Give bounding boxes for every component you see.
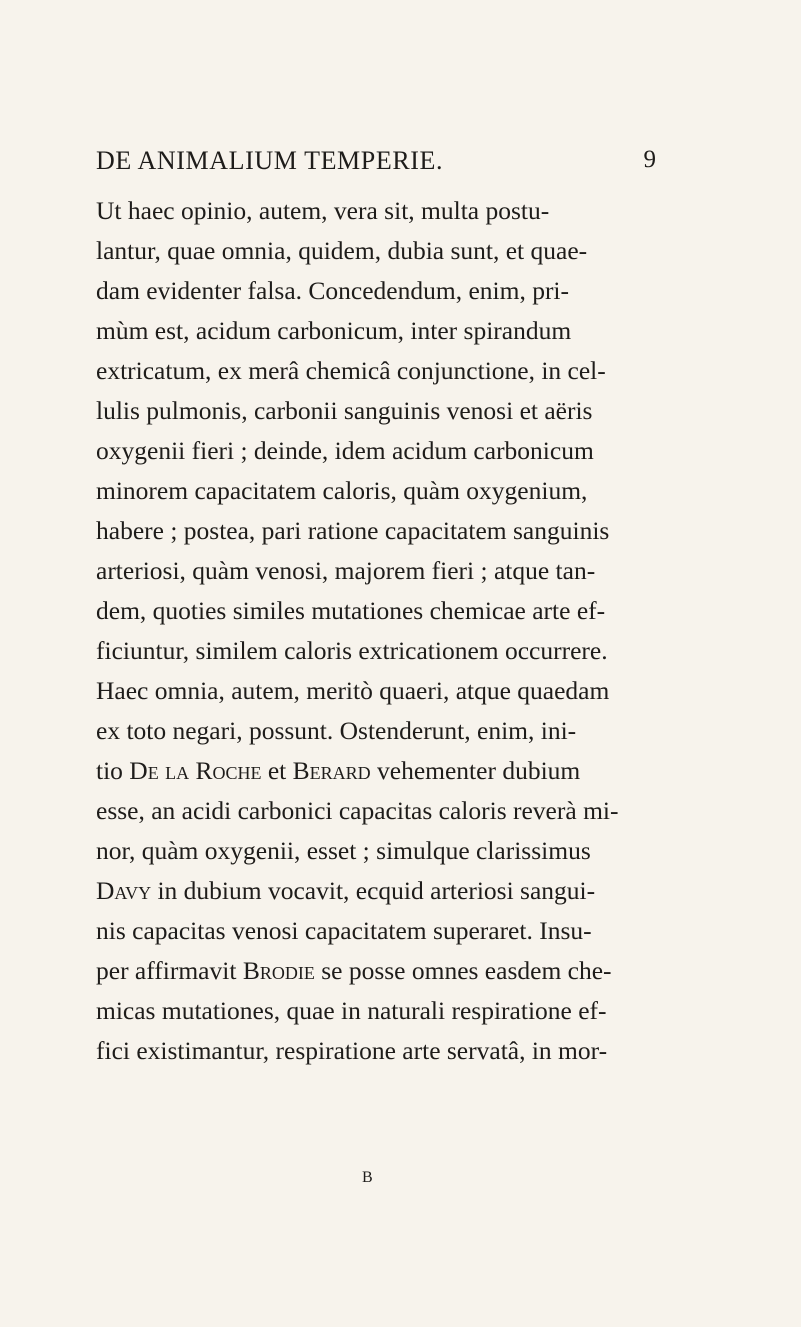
text-line: nor, quàm oxygenii, esset ; simulque clarissimus bbox=[96, 836, 591, 865]
text-line: Ut haec opinio, autem, vera sit, multa postu- bbox=[96, 196, 550, 225]
text-line: oxygenii fieri ; deinde, idem acidum carbonicum bbox=[96, 436, 594, 465]
text-line: dam evidenter falsa. Concedendum, enim, pri- bbox=[96, 276, 570, 305]
line-fragment: se posse omnes easdem che- bbox=[314, 956, 612, 985]
text-line: extricatum, ex merâ chemicâ conjunctione, in cel- bbox=[96, 356, 606, 385]
text-line bbox=[96, 871, 676, 911]
page-number: 9 bbox=[643, 146, 656, 173]
author-name: De la Roche bbox=[129, 756, 262, 785]
text-line: arteriosi, quàm venosi, majorem fieri ; atque tan- bbox=[96, 556, 596, 585]
text-line: ex toto negari, possunt. Ostenderunt, enim, ini- bbox=[96, 716, 577, 745]
text-line: minorem capacitatem caloris, quàm oxygenium, bbox=[96, 476, 588, 505]
text-line: esse, an acidi carbonici capacitas caloris reverà mi- bbox=[96, 796, 619, 825]
text-line: lantur, quae omnia, quidem, dubia sunt, et quae- bbox=[96, 236, 588, 265]
text-line: ficiuntur, similem caloris extricationem occurrere. bbox=[96, 636, 608, 665]
author-name: Brodie bbox=[242, 956, 315, 985]
line-fragment: vehementer dubium bbox=[370, 756, 581, 785]
text-line: habere ; postea, pari ratione capacitatem sanguinis bbox=[96, 516, 610, 545]
text-line: Haec omnia, autem, meritò quaeri, atque quaedam bbox=[96, 676, 610, 705]
text-line bbox=[96, 951, 676, 991]
line-fragment: per affirmavit bbox=[96, 956, 243, 985]
page-header bbox=[96, 146, 656, 180]
text-line: dem, quoties similes mutationes chemicae arte ef- bbox=[96, 596, 606, 625]
line-fragment: in dubium vocavit, ecquid arteriosi sangui- bbox=[151, 876, 596, 905]
running-title: DE ANIMALIUM TEMPERIE. bbox=[96, 146, 444, 175]
author-name: Davy bbox=[96, 876, 152, 905]
line-fragment: tio bbox=[96, 756, 130, 785]
line-fragment: et bbox=[261, 756, 293, 785]
text-line: nis capacitas venosi capacitatem superaret. Insu- bbox=[96, 916, 592, 945]
text-line: mùm est, acidum carbonicum, inter spirandum bbox=[96, 316, 572, 345]
body-text bbox=[96, 191, 676, 1071]
text-line bbox=[96, 751, 676, 791]
signature-mark: B bbox=[362, 1169, 374, 1186]
text-line: micas mutationes, quae in naturali respiratione ef- bbox=[96, 996, 607, 1025]
text-line: lulis pulmonis, carbonii sanguinis venosi et aëris bbox=[96, 396, 593, 425]
author-name: Berard bbox=[292, 756, 371, 785]
text-line: fici existimantur, respiratione arte servatâ, in mor- bbox=[96, 1036, 608, 1065]
